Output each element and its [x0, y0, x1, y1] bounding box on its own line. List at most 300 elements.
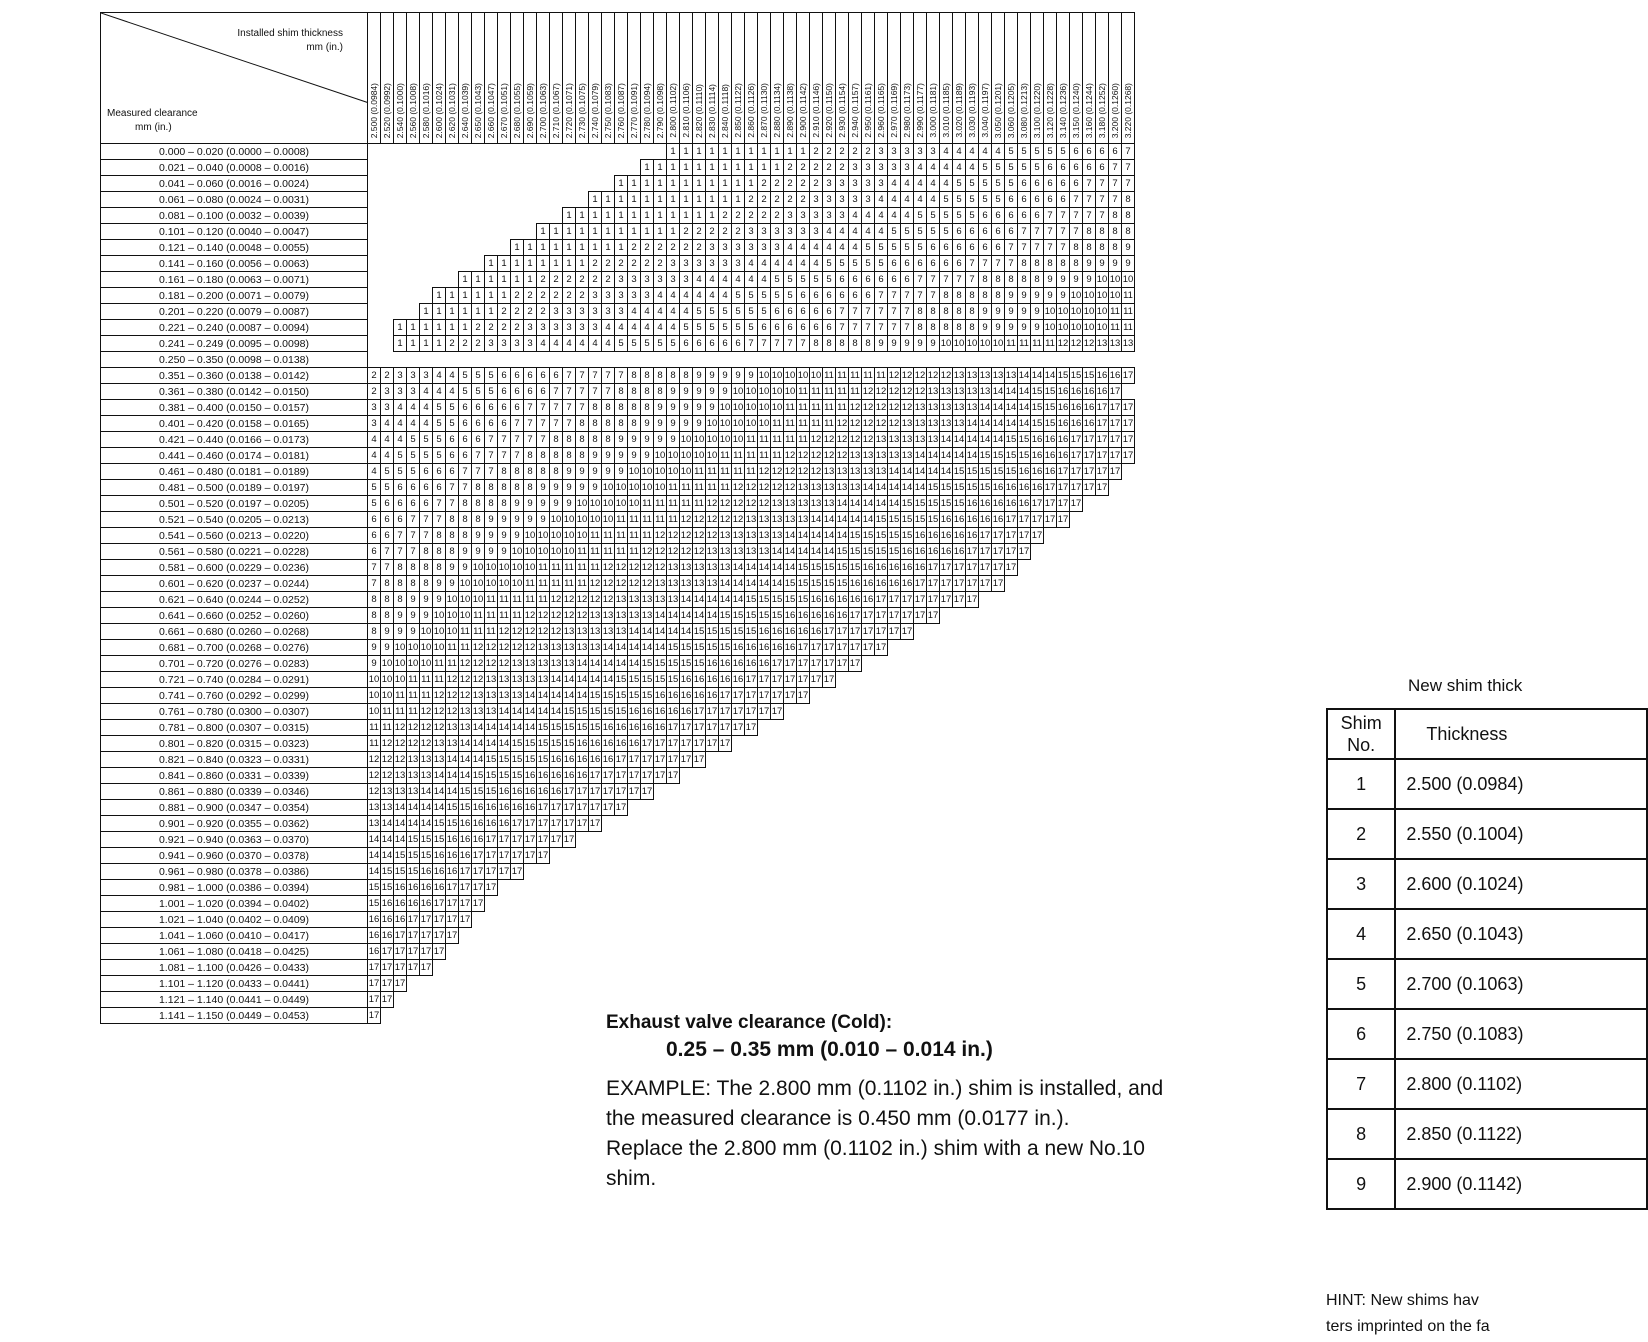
column-header-label: 2.970 (0.1169)	[888, 83, 899, 138]
shim-number-cell: 13	[940, 400, 953, 416]
empty-cell	[537, 176, 550, 192]
shim-number-cell: 2	[758, 176, 771, 192]
shim-number-cell: 6	[1044, 176, 1057, 192]
shim-number-cell: 6	[394, 480, 407, 496]
shim-number-cell: 17	[1070, 496, 1083, 512]
shim-number-cell: 5	[732, 304, 745, 320]
shim-number-cell: 11	[1031, 336, 1044, 352]
shim-number-cell: 14	[875, 496, 888, 512]
shim-number-cell: 7	[485, 448, 498, 464]
empty-cell	[758, 864, 771, 880]
empty-cell	[667, 784, 680, 800]
column-header-thickness	[771, 13, 784, 144]
column-header-thickness	[459, 13, 472, 144]
shim-number-cell: 8	[602, 400, 615, 416]
shim-number-cell: 14	[1031, 368, 1044, 384]
shim-number-cell: 17	[693, 704, 706, 720]
shim-number-cell: 6	[459, 416, 472, 432]
shim-number-cell: 2	[537, 288, 550, 304]
shim-number-cell: 17	[1044, 512, 1057, 528]
shim-number-cell: 8	[407, 576, 420, 592]
shim-number-cell: 12	[641, 560, 654, 576]
empty-cell	[927, 832, 940, 848]
empty-cell	[1057, 608, 1070, 624]
empty-cell	[810, 832, 823, 848]
shim-number-cell: 15	[1044, 400, 1057, 416]
shim-number-cell: 14	[940, 448, 953, 464]
shim-number-cell: 12	[576, 592, 589, 608]
shim-number-cell: 12	[693, 528, 706, 544]
column-header-thickness	[901, 13, 914, 144]
shim-number-cell: 15	[628, 688, 641, 704]
shim-number-cell: 16	[602, 720, 615, 736]
clearance-range: 0.161 – 0.180 (0.0063 – 0.0071)	[101, 272, 368, 288]
shim-number-cell: 3	[563, 320, 576, 336]
empty-cell	[1057, 848, 1070, 864]
shim-number-cell: 14	[1005, 400, 1018, 416]
shim-number-cell: 6	[433, 464, 446, 480]
column-header-label: 3.100 (0.1220)	[1031, 82, 1042, 138]
empty-cell	[836, 944, 849, 960]
shim-number-cell: 15	[888, 512, 901, 528]
empty-cell	[420, 240, 433, 256]
shim-number-cell: 5	[407, 432, 420, 448]
shim-number-cell: 8	[940, 320, 953, 336]
shim-number-cell: 11	[537, 560, 550, 576]
shim-number-cell: 15	[745, 624, 758, 640]
shim-number-cell: 16	[875, 560, 888, 576]
table-row	[101, 448, 1135, 464]
empty-cell	[615, 960, 628, 976]
shim-number-cell: 11	[615, 528, 628, 544]
empty-cell	[381, 160, 394, 176]
shim-number-cell: 13	[849, 448, 862, 464]
shim-number-cell: 3	[719, 240, 732, 256]
thickness-header: Thickness	[1395, 709, 1647, 759]
shim-number-cell: 3	[615, 272, 628, 288]
shim-number-cell: 1	[693, 144, 706, 160]
empty-cell	[498, 1008, 511, 1024]
empty-cell	[576, 832, 589, 848]
shim-number-cell: 10	[1044, 320, 1057, 336]
shim-number-cell: 4	[888, 192, 901, 208]
empty-cell	[498, 912, 511, 928]
shim-number-cell: 8	[394, 592, 407, 608]
shim-number-cell: 16	[1057, 432, 1070, 448]
empty-cell	[914, 992, 927, 1008]
empty-cell	[1122, 976, 1135, 992]
example-line: EXAMPLE: The 2.800 mm (0.1102 in.) shim is installed, and	[606, 1077, 1164, 1100]
shim-number-cell: 7	[1096, 208, 1109, 224]
shim-number-cell: 8	[420, 576, 433, 592]
shim-number-cell: 16	[1057, 384, 1070, 400]
shim-number-cell: 15	[836, 560, 849, 576]
shim-number-cell: 8	[654, 384, 667, 400]
shim-number-cell: 13	[667, 592, 680, 608]
shim-number-cell: 3	[368, 416, 381, 432]
shim-number-cell: 8	[953, 288, 966, 304]
empty-cell	[1044, 688, 1057, 704]
shim-number-cell: 8	[1083, 224, 1096, 240]
shim-number-cell: 14	[979, 400, 992, 416]
shim-number-cell: 1	[524, 240, 537, 256]
shim-number-cell: 9	[615, 464, 628, 480]
empty-cell	[758, 720, 771, 736]
empty-cell	[914, 976, 927, 992]
clearance-range: 0.601 – 0.620 (0.0237 – 0.0244)	[101, 576, 368, 592]
shim-number-cell: 15	[641, 656, 654, 672]
shim-number-cell: 12	[784, 480, 797, 496]
empty-cell	[966, 768, 979, 784]
shim-number-cell: 1	[615, 224, 628, 240]
shim-number-cell: 10	[719, 416, 732, 432]
shim-number-cell: 11	[823, 368, 836, 384]
shim-number-cell: 17	[368, 976, 381, 992]
empty-cell	[849, 720, 862, 736]
empty-cell	[1005, 848, 1018, 864]
empty-cell	[654, 848, 667, 864]
shim-number-cell: 9	[654, 400, 667, 416]
shim-number-cell: 8	[498, 496, 511, 512]
shim-number-cell: 12	[888, 384, 901, 400]
shim-number-cell: 9	[459, 560, 472, 576]
empty-cell	[485, 976, 498, 992]
empty-cell	[966, 912, 979, 928]
shim-number-cell: 1	[771, 144, 784, 160]
empty-cell	[368, 336, 381, 352]
shim-number-cell: 5	[823, 272, 836, 288]
shim-number-cell: 3	[407, 384, 420, 400]
empty-cell	[1109, 752, 1122, 768]
empty-cell	[1057, 624, 1070, 640]
shim-number-cell: 12	[758, 480, 771, 496]
empty-cell	[888, 912, 901, 928]
shim-thickness: 2.700 (0.1063)	[1395, 959, 1647, 1009]
shim-number-cell: 14	[680, 624, 693, 640]
shim-number-cell: 11	[797, 384, 810, 400]
shim-number-cell: 14	[550, 688, 563, 704]
shim-number-cell: 3	[836, 192, 849, 208]
shim-number-cell: 9	[914, 336, 927, 352]
shim-number-cell: 16	[719, 656, 732, 672]
empty-cell	[472, 144, 485, 160]
shim-number-cell: 2	[641, 240, 654, 256]
empty-cell	[615, 928, 628, 944]
shim-number-cell: 15	[368, 896, 381, 912]
empty-cell	[472, 992, 485, 1008]
column-header-thickness	[654, 13, 667, 144]
empty-cell	[875, 752, 888, 768]
empty-cell	[992, 736, 1005, 752]
shim-number-cell: 13	[511, 688, 524, 704]
empty-cell	[1070, 656, 1083, 672]
shim-number-cell: 16	[758, 624, 771, 640]
empty-cell	[589, 944, 602, 960]
shim-number-cell: 4	[420, 416, 433, 432]
shim-number-cell: 1	[628, 192, 641, 208]
shim-number-cell: 17	[537, 800, 550, 816]
empty-cell	[979, 752, 992, 768]
empty-cell	[1122, 480, 1135, 496]
clearance-range: 0.921 – 0.940 (0.0363 – 0.0370)	[101, 832, 368, 848]
shim-number-cell: 8	[940, 304, 953, 320]
empty-cell	[1018, 624, 1031, 640]
empty-cell	[1057, 816, 1070, 832]
shim-number-cell: 17	[875, 624, 888, 640]
shim-number-cell: 15	[914, 496, 927, 512]
table-row	[101, 912, 1135, 928]
empty-cell	[550, 864, 563, 880]
empty-cell	[524, 1008, 537, 1024]
empty-cell	[1083, 688, 1096, 704]
shim-number-cell: 6	[862, 288, 875, 304]
shim-number-cell: 15	[368, 880, 381, 896]
empty-cell	[1083, 672, 1096, 688]
shim-number-cell: 4	[966, 160, 979, 176]
shim-number-cell: 16	[667, 688, 680, 704]
shim-number-cell: 17	[446, 880, 459, 896]
empty-cell	[381, 144, 394, 160]
empty-cell	[433, 272, 446, 288]
shim-number-cell: 14	[836, 512, 849, 528]
shim-number-cell: 17	[914, 576, 927, 592]
shim-number-cell: 5	[459, 384, 472, 400]
empty-cell	[628, 816, 641, 832]
empty-cell	[706, 992, 719, 1008]
shim-number-cell: 14	[940, 432, 953, 448]
shim-number-cell: 17	[589, 800, 602, 816]
shim-number-cell: 15	[810, 560, 823, 576]
empty-cell	[537, 192, 550, 208]
shim-number-cell: 6	[979, 240, 992, 256]
shim-number-cell: 5	[641, 336, 654, 352]
shim-number-cell: 11	[771, 448, 784, 464]
empty-cell	[966, 608, 979, 624]
shim-number-cell: 16	[862, 560, 875, 576]
empty-cell	[1096, 976, 1109, 992]
column-header-thickness	[524, 13, 537, 144]
shim-number-cell: 16	[563, 768, 576, 784]
shim-number-cell: 14	[992, 416, 1005, 432]
shim-number-cell: 12	[550, 608, 563, 624]
shim-number-cell: 9	[628, 432, 641, 448]
shim-number-cell: 11	[823, 416, 836, 432]
empty-cell	[368, 288, 381, 304]
empty-cell	[771, 944, 784, 960]
empty-cell	[862, 848, 875, 864]
empty-cell	[1083, 352, 1096, 368]
empty-cell	[966, 624, 979, 640]
shim-number-cell: 10	[472, 592, 485, 608]
shim-number-cell: 1	[719, 144, 732, 160]
empty-cell	[719, 832, 732, 848]
shim-number-cell: 14	[810, 512, 823, 528]
shim-number-cell: 6	[524, 368, 537, 384]
shim-number-cell: 10	[524, 528, 537, 544]
shim-number-cell: 1	[550, 256, 563, 272]
shim-number-cell: 9	[706, 400, 719, 416]
shim-number-cell: 1	[680, 192, 693, 208]
empty-cell	[849, 816, 862, 832]
empty-cell	[849, 864, 862, 880]
shim-number-cell: 17	[576, 816, 589, 832]
empty-cell	[1109, 672, 1122, 688]
shim-number-cell: 2	[576, 288, 589, 304]
empty-cell	[1122, 960, 1135, 976]
empty-cell	[459, 208, 472, 224]
shim-number-cell: 9	[693, 384, 706, 400]
clearance-range: 0.521 – 0.540 (0.0205 – 0.0213)	[101, 512, 368, 528]
shim-number-cell: 13	[823, 480, 836, 496]
shim-number-cell: 15	[901, 496, 914, 512]
shim-number-cell: 8	[394, 576, 407, 592]
empty-cell	[1018, 592, 1031, 608]
empty-cell	[1005, 720, 1018, 736]
empty-cell	[576, 912, 589, 928]
shim-number-cell: 3	[732, 256, 745, 272]
shim-number-cell: 17	[420, 928, 433, 944]
shim-number-cell: 15	[654, 656, 667, 672]
shim-number-cell: 5	[927, 208, 940, 224]
empty-cell	[1031, 544, 1044, 560]
shim-number-cell: 16	[615, 720, 628, 736]
shim-number-cell: 3	[771, 224, 784, 240]
shim-number-cell: 13	[901, 432, 914, 448]
shim-number-cell: 13	[589, 624, 602, 640]
shim-number-cell: 1	[745, 176, 758, 192]
shim-number-cell: 9	[472, 528, 485, 544]
shim-number-cell: 5	[680, 320, 693, 336]
shim-number-cell: 3	[758, 224, 771, 240]
empty-cell	[784, 912, 797, 928]
clearance-range: 1.101 – 1.120 (0.0433 – 0.0441)	[101, 976, 368, 992]
column-header-thickness	[563, 13, 576, 144]
shim-number-cell: 9	[1070, 272, 1083, 288]
column-header-label: 2.840 (0.1118)	[719, 83, 730, 138]
shim-number-cell: 7	[550, 384, 563, 400]
empty-cell	[927, 768, 940, 784]
shim-number-cell: 7	[1083, 192, 1096, 208]
shim-number-cell: 15	[745, 608, 758, 624]
shim-number-cell: 8	[550, 448, 563, 464]
shim-number-cell: 17	[472, 896, 485, 912]
empty-cell	[1122, 528, 1135, 544]
empty-cell	[1122, 464, 1135, 480]
shim-number-cell: 6	[1031, 176, 1044, 192]
empty-cell	[1031, 976, 1044, 992]
shim-number-cell: 15	[1044, 416, 1057, 432]
shim-number-cell: 1	[563, 256, 576, 272]
shim-number-cell: 11	[641, 528, 654, 544]
installed-thickness-label: Installed shim thickness	[237, 28, 343, 39]
empty-cell	[706, 928, 719, 944]
column-header-thickness	[758, 13, 771, 144]
shim-number-cell: 15	[446, 800, 459, 816]
shim-number-cell: 11	[732, 448, 745, 464]
empty-cell	[1018, 736, 1031, 752]
shim-number-cell: 11	[485, 592, 498, 608]
shim-number-cell: 6	[992, 224, 1005, 240]
shim-number-cell: 5	[693, 320, 706, 336]
shim-number-cell: 12	[550, 624, 563, 640]
shim-number-cell: 14	[849, 512, 862, 528]
shim-number-cell: 11	[628, 544, 641, 560]
shim-number-cell: 17	[1109, 400, 1122, 416]
shim-number-cell: 7	[1018, 240, 1031, 256]
shim-number-cell: 14	[472, 736, 485, 752]
empty-cell	[1070, 352, 1083, 368]
clearance-range: 0.541 – 0.560 (0.0213 – 0.0220)	[101, 528, 368, 544]
shim-number-cell: 15	[797, 592, 810, 608]
empty-cell	[498, 192, 511, 208]
shim-number-cell: 1	[628, 224, 641, 240]
shim-number-cell: 11	[719, 480, 732, 496]
shim-number-cell: 5	[1031, 160, 1044, 176]
shim-number-cell: 9	[1083, 256, 1096, 272]
shim-thickness: 2.650 (0.1043)	[1395, 909, 1647, 959]
shim-number-cell: 12	[381, 736, 394, 752]
shim-number-cell: 17	[979, 576, 992, 592]
empty-cell	[953, 736, 966, 752]
empty-cell	[1044, 848, 1057, 864]
empty-cell	[745, 912, 758, 928]
empty-cell	[1096, 832, 1109, 848]
empty-cell	[875, 688, 888, 704]
shim-number-cell: 5	[1018, 144, 1031, 160]
shim-number-cell: 5	[810, 272, 823, 288]
shim-number-cell: 10	[758, 416, 771, 432]
shim-number-cell: 1	[745, 144, 758, 160]
shim-number-cell: 1	[511, 256, 524, 272]
column-header-thickness	[706, 13, 719, 144]
shim-number-cell: 12	[654, 544, 667, 560]
shim-number-cell: 3	[589, 304, 602, 320]
empty-cell	[888, 800, 901, 816]
shim-number-cell: 12	[472, 656, 485, 672]
empty-cell	[602, 880, 615, 896]
shim-number-cell: 14	[862, 512, 875, 528]
shim-number-cell: 12	[745, 480, 758, 496]
empty-cell	[420, 192, 433, 208]
empty-cell	[472, 176, 485, 192]
empty-cell	[433, 240, 446, 256]
shim-number-cell: 14	[823, 528, 836, 544]
shim-number-cell: 15	[966, 480, 979, 496]
shim-number-cell: 10	[550, 512, 563, 528]
shim-number-cell: 5	[745, 288, 758, 304]
shim-number-cell: 15	[1005, 448, 1018, 464]
example-line: the measured clearance is 0.450 mm (0.0177 in.).	[606, 1107, 1070, 1130]
empty-cell	[862, 688, 875, 704]
shim-number-cell: 13	[940, 384, 953, 400]
shim-number-cell: 16	[745, 640, 758, 656]
empty-cell	[940, 800, 953, 816]
shim-number-cell: 12	[901, 384, 914, 400]
table-row	[101, 144, 1135, 160]
shim-number-cell: 10	[654, 464, 667, 480]
empty-cell	[459, 176, 472, 192]
empty-cell	[1057, 736, 1070, 752]
shim-number-cell: 15	[537, 720, 550, 736]
empty-cell	[407, 144, 420, 160]
shim-number-cell: 7	[875, 304, 888, 320]
empty-cell	[485, 944, 498, 960]
empty-cell	[511, 176, 524, 192]
shim-number-cell: 6	[446, 432, 459, 448]
shim-number-cell: 1	[537, 240, 550, 256]
empty-cell	[810, 688, 823, 704]
shim-number-cell: 11	[680, 496, 693, 512]
